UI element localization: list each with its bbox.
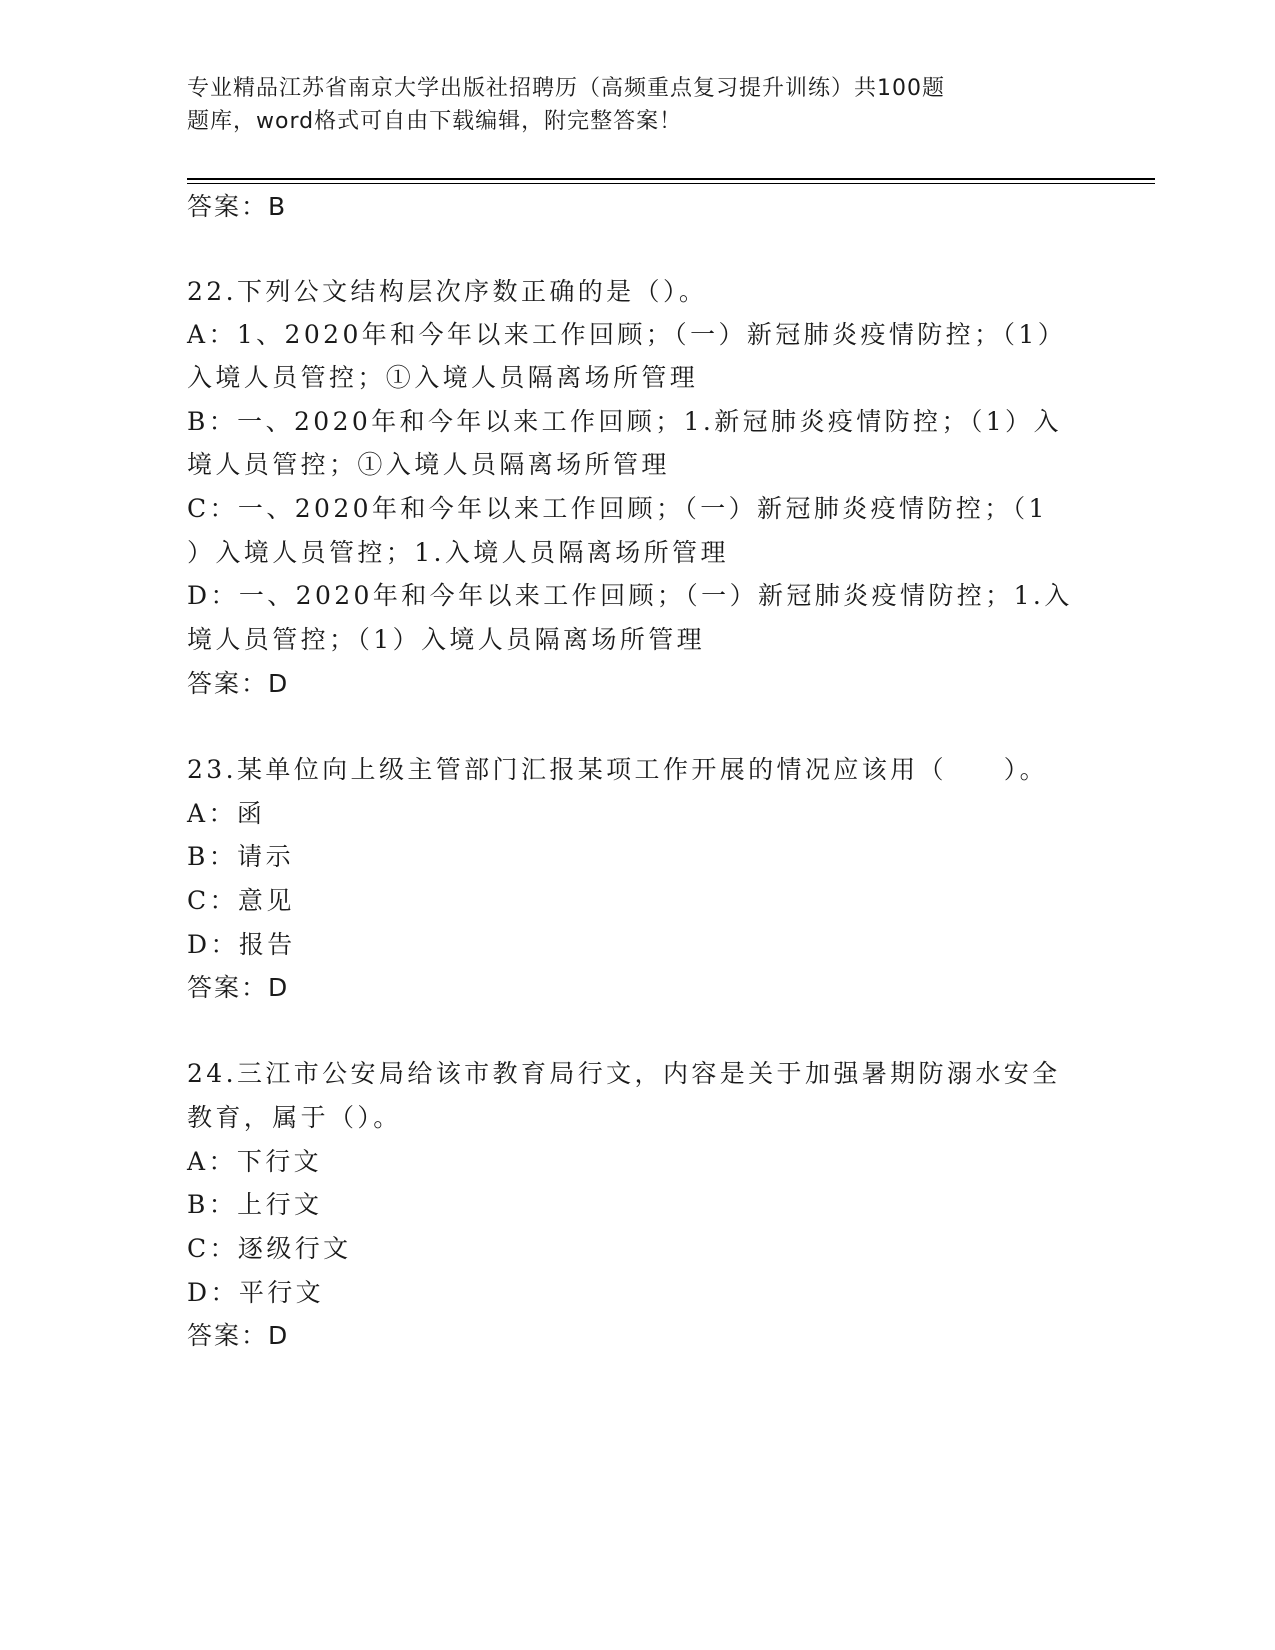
question-24-stem: 24.三江市公安局给该市教育局行文，内容是关于加强暑期防溺水安全 (187, 1059, 1061, 1088)
answer-prev: 答案：B (187, 192, 288, 221)
question-24-option-c: C：逐级行文 (187, 1234, 352, 1263)
question-24-option-a: A：下行文 (187, 1147, 323, 1176)
question-23-answer: 答案：D (187, 973, 290, 1002)
header-line-2: 题库，word格式可自由下载编辑，附完整答案！ (187, 109, 683, 134)
question-23-option-b: B：请示 (187, 842, 294, 871)
header-rule-thick (187, 178, 1155, 180)
question-23-option-a: A：函 (187, 799, 266, 828)
question-24-option-d: D：平行文 (187, 1278, 325, 1307)
question-22-option-a: A：1、2020年和今年以来工作回顾；（一）新冠肺炎疫情防控；（1） (187, 320, 1067, 349)
question-22-answer: 答案：D (187, 669, 290, 698)
question-22-stem: 22.下列公文结构层次序数正确的是（）。 (187, 277, 708, 306)
document-header (187, 72, 1057, 138)
question-23-option-c: C：意见 (187, 886, 295, 915)
question-24-stem-cont: 教育，属于（）。 (187, 1103, 402, 1132)
question-22-option-b-cont: 境人员管控；①入境人员隔离场所管理 (187, 450, 670, 479)
header-line-1: 专业精品江苏省南京大学出版社招聘历（高频重点复习提升训练）共100题 (187, 76, 945, 101)
question-22-option-d: D：一、2020年和今年以来工作回顾；（一）新冠肺炎疫情防控；1.入 (187, 581, 1073, 610)
header-rule-thin (187, 183, 1155, 184)
question-24-option-b: B：上行文 (187, 1190, 323, 1219)
question-22-option-c-cont: ）入境人员管控；1.入境人员隔离场所管理 (187, 538, 729, 567)
question-22-option-d-cont: 境人员管控；（1）入境人员隔离场所管理 (187, 625, 706, 654)
question-22-option-b: B：一、2020年和今年以来工作回顾；1.新冠肺炎疫情防控；（1）入 (187, 407, 1062, 436)
question-23-stem: 23.某单位向上级主管部门汇报某项工作开展的情况应该用（ ）。 (187, 755, 1049, 784)
question-22-option-a-cont: 入境人员管控；①入境人员隔离场所管理 (187, 363, 699, 392)
question-24-answer: 答案：D (187, 1321, 290, 1350)
question-22-option-c: C：一、2020年和今年以来工作回顾；（一）新冠肺炎疫情防控；（1 (187, 494, 1048, 523)
question-23-option-d: D：报告 (187, 930, 296, 959)
